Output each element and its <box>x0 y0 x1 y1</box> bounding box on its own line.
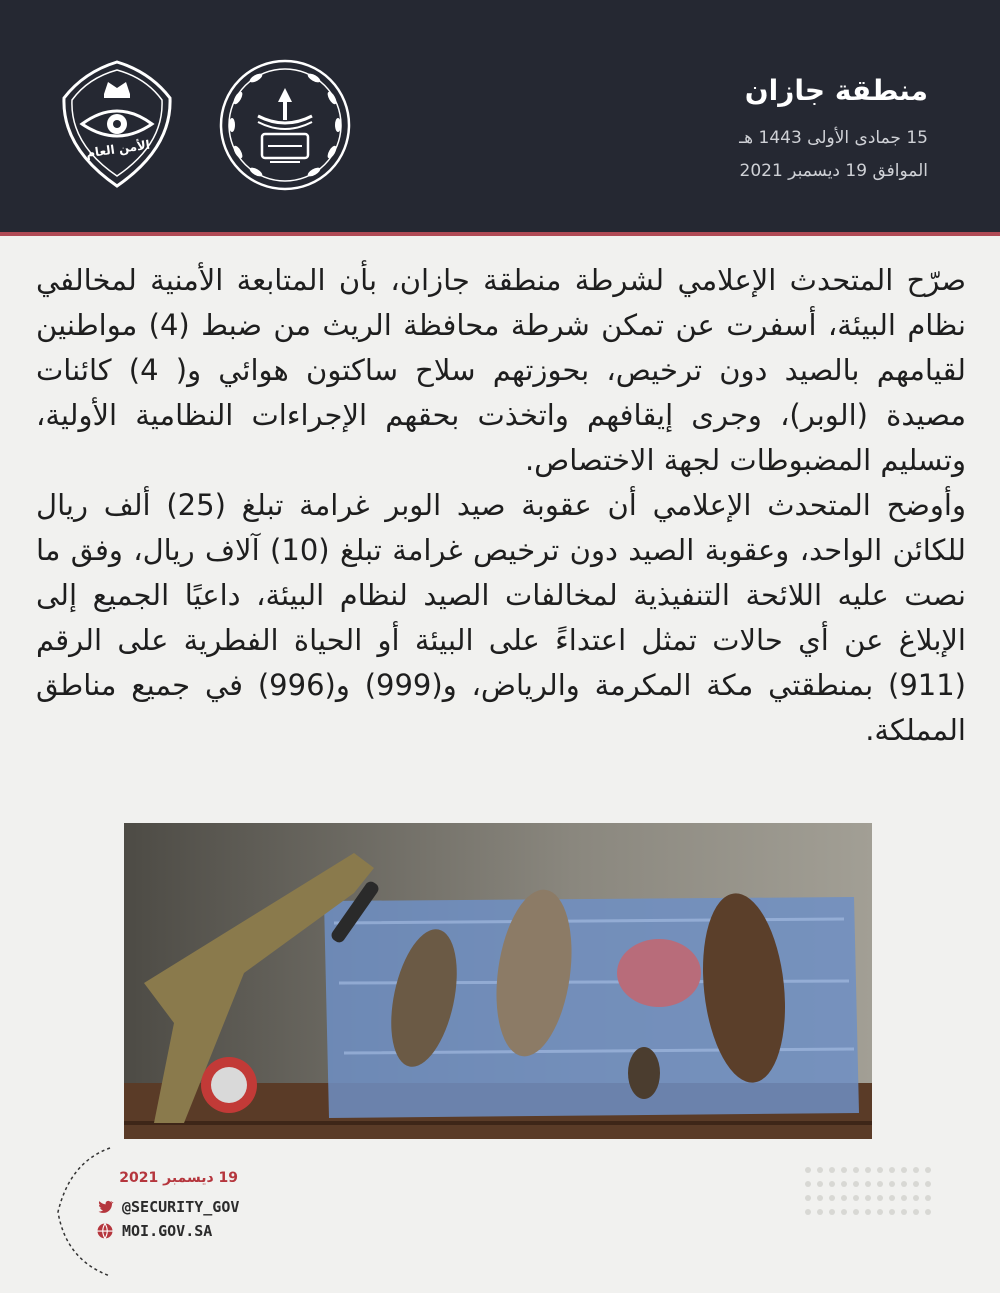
moi-emblem-icon <box>218 58 352 192</box>
public-security-emblem-icon <box>58 58 176 190</box>
statement-paragraph-2: وأوضح المتحدث الإعلامي أن عقوبة صيد الوبر غرامة تبلغ (25) ألف ريال للكائن الواحد، وعقوبة الصيد دون ترخيص غرامة تبلغ (10) آلاف ريال، وفق ما نصت عليه اللائحة التنفيذية لمخالفات الصيد لنظام البيئة، داعيًا الجميع إلى الإبلاغ عن أي حالات تمثل اعتداءً على البيئة أو الحياة الفطرية على الرقم (911) بمنطقتي مكة المكرمة والرياض، و(999) و(996) في جميع مناطق المملكة. <box>36 488 966 747</box>
globe-icon <box>96 1222 114 1240</box>
date-gregorian: الموافق 19 ديسمبر 2021 <box>739 161 928 181</box>
website-link[interactable] <box>96 1222 212 1240</box>
decorative-dots-pattern <box>798 1160 948 1230</box>
twitter-handle: @SECURITY_GOV <box>122 1198 240 1216</box>
twitter-link[interactable] <box>96 1198 239 1216</box>
statement-paragraph-1: صرّح المتحدث الإعلامي لشرطة منطقة جازان، بأن المتابعة الأمنية لمخالفي نظام البيئة، أسفرت عن تمكن شرطة محافظة الريث من ضبط (4) مواطنين لقيامهم بالصيد دون ترخيص، بحوزتهم سلاح ساكتون هوائي و( 4) كائنات مصيدة (الوبر)، وجرى إيقافهم واتخذت بحقهم الإجراءات النظامية الأولية، وتسليم المضبوطات لجهة الاختصاص. <box>36 263 967 477</box>
public-security-logo-text: الأمن العام <box>85 137 151 161</box>
region-title: منطقة جازان <box>744 74 928 107</box>
twitter-icon <box>96 1198 114 1216</box>
footer-date: 19 ديسمبر 2021 <box>119 1170 238 1186</box>
statement-body <box>36 258 966 753</box>
header-divider <box>0 232 1000 236</box>
seized-items-photo <box>124 823 872 1139</box>
date-hijri: 15 جمادى الأولى 1443 هـ <box>739 128 928 148</box>
website-url: MOI.GOV.SA <box>122 1222 213 1240</box>
